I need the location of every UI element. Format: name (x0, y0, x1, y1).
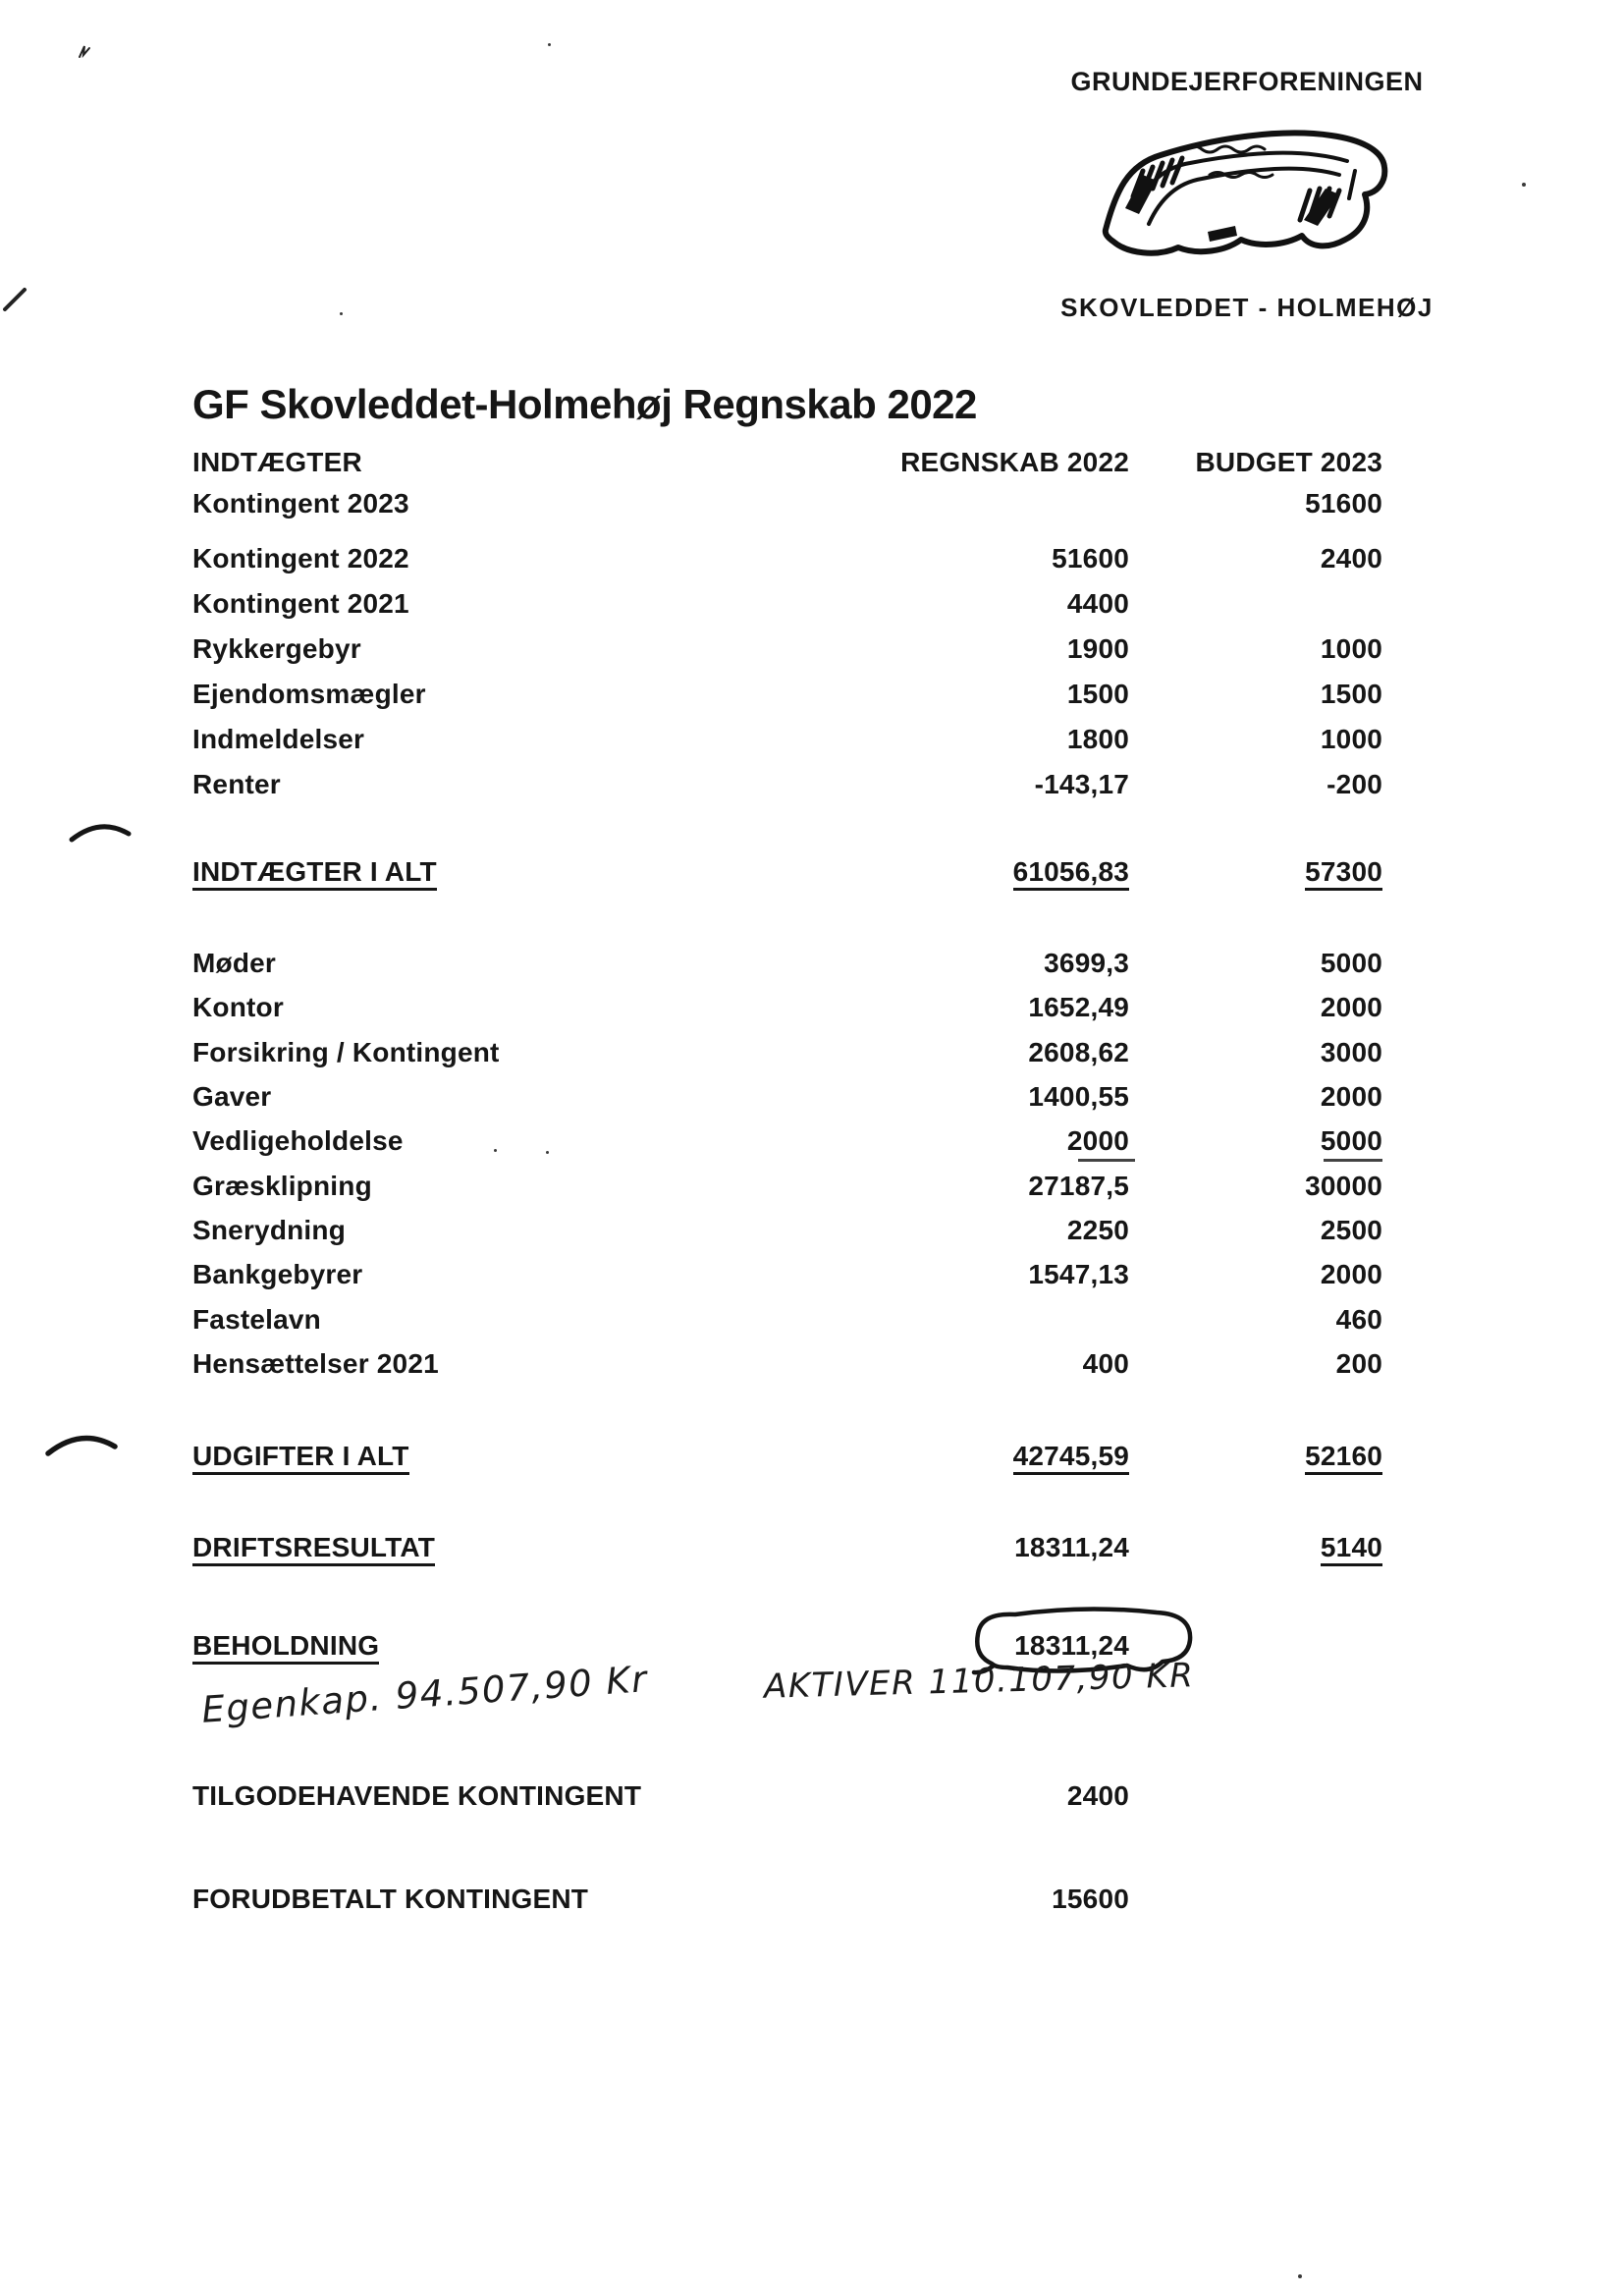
expense-total-label: UDGIFTER I ALT (192, 1441, 409, 1475)
row-regnskab-value: 1652,49 (1028, 992, 1129, 1022)
row-budget-value: -200 (1326, 769, 1382, 799)
row-regnskab-value: 1900 (1066, 633, 1129, 664)
row-budget-value: 2000 (1320, 1081, 1382, 1112)
table-row (0, 1081, 1624, 1119)
row-budget-value: 5000 (1320, 1125, 1382, 1156)
table-row (0, 1259, 1624, 1296)
row-regnskab-value: -143,17 (1034, 769, 1129, 799)
row-budget-value: 1500 (1320, 679, 1382, 709)
receivable-row (0, 1780, 1624, 1818)
scan-speck (1298, 2274, 1302, 2278)
row-label: Ejendomsmægler (192, 679, 426, 709)
row-budget-value: 1000 (1320, 633, 1382, 664)
row-budget-value: 2500 (1320, 1215, 1382, 1245)
row-label: Forsikring / Kontingent (192, 1037, 500, 1067)
result-regnskab: 18311,24 (1014, 1532, 1129, 1562)
org-name: GRUNDEJERFORENINGEN (1070, 67, 1424, 96)
income-section-header: INDTÆGTER (192, 447, 362, 477)
neighborhood-map-logo-icon (1092, 114, 1406, 279)
holding-label: BEHOLDNING (192, 1630, 379, 1665)
row-regnskab-value: 1547,13 (1028, 1259, 1129, 1289)
page-title: GF Skovleddet-Holmehøj Regnskab 2022 (192, 381, 977, 427)
scan-speck (546, 1151, 549, 1154)
table-row (0, 679, 1624, 716)
handwritten-assets-note: AKTIVER 110.107,90 KR (763, 1656, 1195, 1707)
income-total-regnskab: 61056,83 (1013, 856, 1129, 891)
row-regnskab-value: 2000 (1066, 1125, 1129, 1156)
row-budget-value: 460 (1335, 1304, 1382, 1335)
row-budget-value: 30000 (1305, 1171, 1382, 1201)
table-row (0, 769, 1624, 806)
row-regnskab-value: 2608,62 (1028, 1037, 1129, 1067)
table-row (0, 1037, 1624, 1074)
table-row (0, 948, 1624, 985)
income-total-label: INDTÆGTER I ALT (192, 856, 437, 891)
expense-total-row (0, 1441, 1624, 1478)
row-budget-value: 2000 (1320, 992, 1382, 1022)
scan-speck (340, 312, 343, 315)
pen-slash-icon (2, 287, 27, 312)
row-label: Møder (192, 948, 276, 978)
row-regnskab-value: 27187,5 (1028, 1171, 1129, 1201)
expense-total-regnskab: 42745,59 (1013, 1441, 1129, 1475)
table-row (0, 1171, 1624, 1208)
prepaid-row (0, 1884, 1624, 1921)
income-total-row (0, 856, 1624, 894)
prepaid-label: FORUDBETALT KONTINGENT (192, 1884, 589, 1914)
row-regnskab-value: 2250 (1066, 1215, 1129, 1245)
scan-artifact-line (1324, 1159, 1382, 1162)
result-budget: 5140 (1321, 1532, 1382, 1566)
table-row (0, 1348, 1624, 1386)
row-budget-value: 5000 (1320, 948, 1382, 978)
row-label: Kontor (192, 992, 284, 1022)
row-budget-value: 2000 (1320, 1259, 1382, 1289)
table-row (0, 1215, 1624, 1252)
column-header-budget: BUDGET 2023 (1195, 447, 1382, 477)
row-regnskab-value: 4400 (1066, 588, 1129, 619)
row-label: Græsklipning (192, 1171, 372, 1201)
scan-speck (548, 43, 551, 46)
result-row (0, 1532, 1624, 1569)
row-regnskab-value: 1400,55 (1028, 1081, 1129, 1112)
row-label: Gaver (192, 1081, 272, 1112)
table-row (0, 488, 1624, 525)
row-budget-value: 1000 (1320, 724, 1382, 754)
row-budget-value: 3000 (1320, 1037, 1382, 1067)
handwritten-equity-note: Egenkap. 94.507,90 Kr (200, 1658, 650, 1731)
row-label: Vedligeholdelse (192, 1125, 404, 1156)
row-label: Kontingent 2022 (192, 543, 409, 574)
table-row (0, 588, 1624, 626)
scan-speck (494, 1149, 497, 1152)
row-regnskab-value: 3699,3 (1044, 948, 1129, 978)
holding-row (0, 1630, 1624, 1667)
row-label: Hensættelser 2021 (192, 1348, 439, 1379)
row-budget-value: 51600 (1305, 488, 1382, 519)
row-budget-value: 200 (1335, 1348, 1382, 1379)
pen-arc-icon (69, 821, 132, 845)
row-label: Rykkergebyr (192, 633, 361, 664)
scan-artifact-line (1078, 1159, 1135, 1162)
table-row (0, 633, 1624, 671)
row-label: Snerydning (192, 1215, 347, 1245)
pen-mark-icon (77, 43, 92, 61)
result-label: DRIFTSRESULTAT (192, 1532, 435, 1566)
org-subname: SKOVLEDDET - HOLMEHØJ (1060, 293, 1434, 322)
row-label: Indmeldelser (192, 724, 365, 754)
row-regnskab-value: 1800 (1066, 724, 1129, 754)
holding-regnskab: 18311,24 (1014, 1630, 1129, 1661)
expense-total-budget: 52160 (1305, 1441, 1382, 1475)
income-total-budget: 57300 (1305, 856, 1382, 891)
row-label: Kontingent 2021 (192, 588, 409, 619)
row-label: Renter (192, 769, 281, 799)
receivable-label: TILGODEHAVENDE KONTINGENT (192, 1780, 642, 1811)
table-row (0, 724, 1624, 761)
table-header-row (0, 447, 1624, 484)
row-label: Bankgebyrer (192, 1259, 363, 1289)
table-row (0, 1304, 1624, 1341)
row-label: Fastelavn (192, 1304, 321, 1335)
receivable-value: 2400 (1066, 1780, 1129, 1811)
scan-speck (1522, 183, 1526, 187)
row-regnskab-value: 1500 (1066, 679, 1129, 709)
prepaid-value: 15600 (1052, 1884, 1129, 1914)
table-row (0, 992, 1624, 1029)
column-header-regnskab: REGNSKAB 2022 (900, 447, 1129, 477)
row-label: Kontingent 2023 (192, 488, 409, 519)
table-row (0, 543, 1624, 580)
row-regnskab-value: 400 (1082, 1348, 1129, 1379)
row-regnskab-value: 51600 (1052, 543, 1129, 574)
row-budget-value: 2400 (1320, 543, 1382, 574)
table-row (0, 1125, 1624, 1163)
